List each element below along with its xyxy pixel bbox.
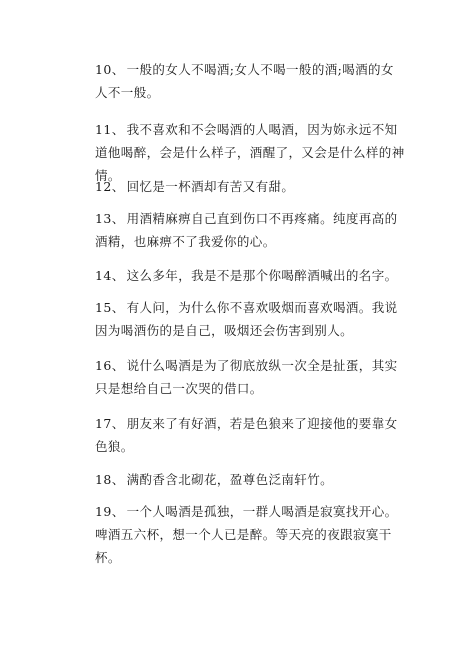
entry-12 xyxy=(95,175,405,198)
entry-number: 14、 xyxy=(95,268,125,283)
entry-text: 我不喜欢和不会喝酒的人喝酒，因为妳永远不知道他喝醉，会是什么样子，酒醒了，又会是什么样的神情。 xyxy=(95,122,405,183)
entry-text: 朋友来了有好酒，若是色狼来了迎接他的要靠女色狼。 xyxy=(95,416,398,454)
entry-number: 11、 xyxy=(95,122,125,137)
entry-text: 用酒精麻痹自己直到伤口不再疼痛。纯度再高的酒精，也麻痹不了我爱你的心。 xyxy=(95,211,398,249)
entry-15 xyxy=(95,296,405,342)
entry-10 xyxy=(95,58,405,104)
entry-number: 16、 xyxy=(95,358,125,373)
entry-text: 这么多年，我是不是那个你喝醉酒喊出的名字。 xyxy=(126,268,398,283)
entry-16 xyxy=(95,354,405,400)
entry-number: 18、 xyxy=(95,472,125,487)
entry-number: 13、 xyxy=(95,211,125,226)
entry-14 xyxy=(95,264,405,287)
entry-number: 15、 xyxy=(95,300,125,315)
entry-17 xyxy=(95,412,405,458)
entry-text: 一般的女人不喝酒;女人不喝一般的酒;喝酒的女人不一般。 xyxy=(95,62,394,100)
entry-13 xyxy=(95,207,405,253)
entry-text: 满酌香含北砌花，盈尊色泛南轩竹。 xyxy=(126,472,334,487)
entry-text: 说什么喝酒是为了彻底放纵一次全是扯蛋，其实只是想给自己一次哭的借口。 xyxy=(95,358,398,396)
entry-number: 19、 xyxy=(95,504,125,519)
entry-number: 17、 xyxy=(95,416,125,431)
entry-text: 有人问，为什么你不喜欢吸烟而喜欢喝酒。我说因为喝酒伤的是自己，吸烟还会伤害到别人。 xyxy=(95,300,398,338)
entry-18 xyxy=(95,468,405,491)
entry-text: 回忆是一杯酒却有苦又有甜。 xyxy=(126,179,295,194)
entry-number: 12、 xyxy=(95,179,125,194)
entry-19 xyxy=(95,500,405,569)
entry-text: 一个人喝酒是孤独，一群人喝酒是寂寞找开心。啤酒五六杯，想一个人已是醉。等天亮的夜跟寂寞干杯。 xyxy=(95,504,398,565)
entry-number: 10、 xyxy=(95,62,125,77)
